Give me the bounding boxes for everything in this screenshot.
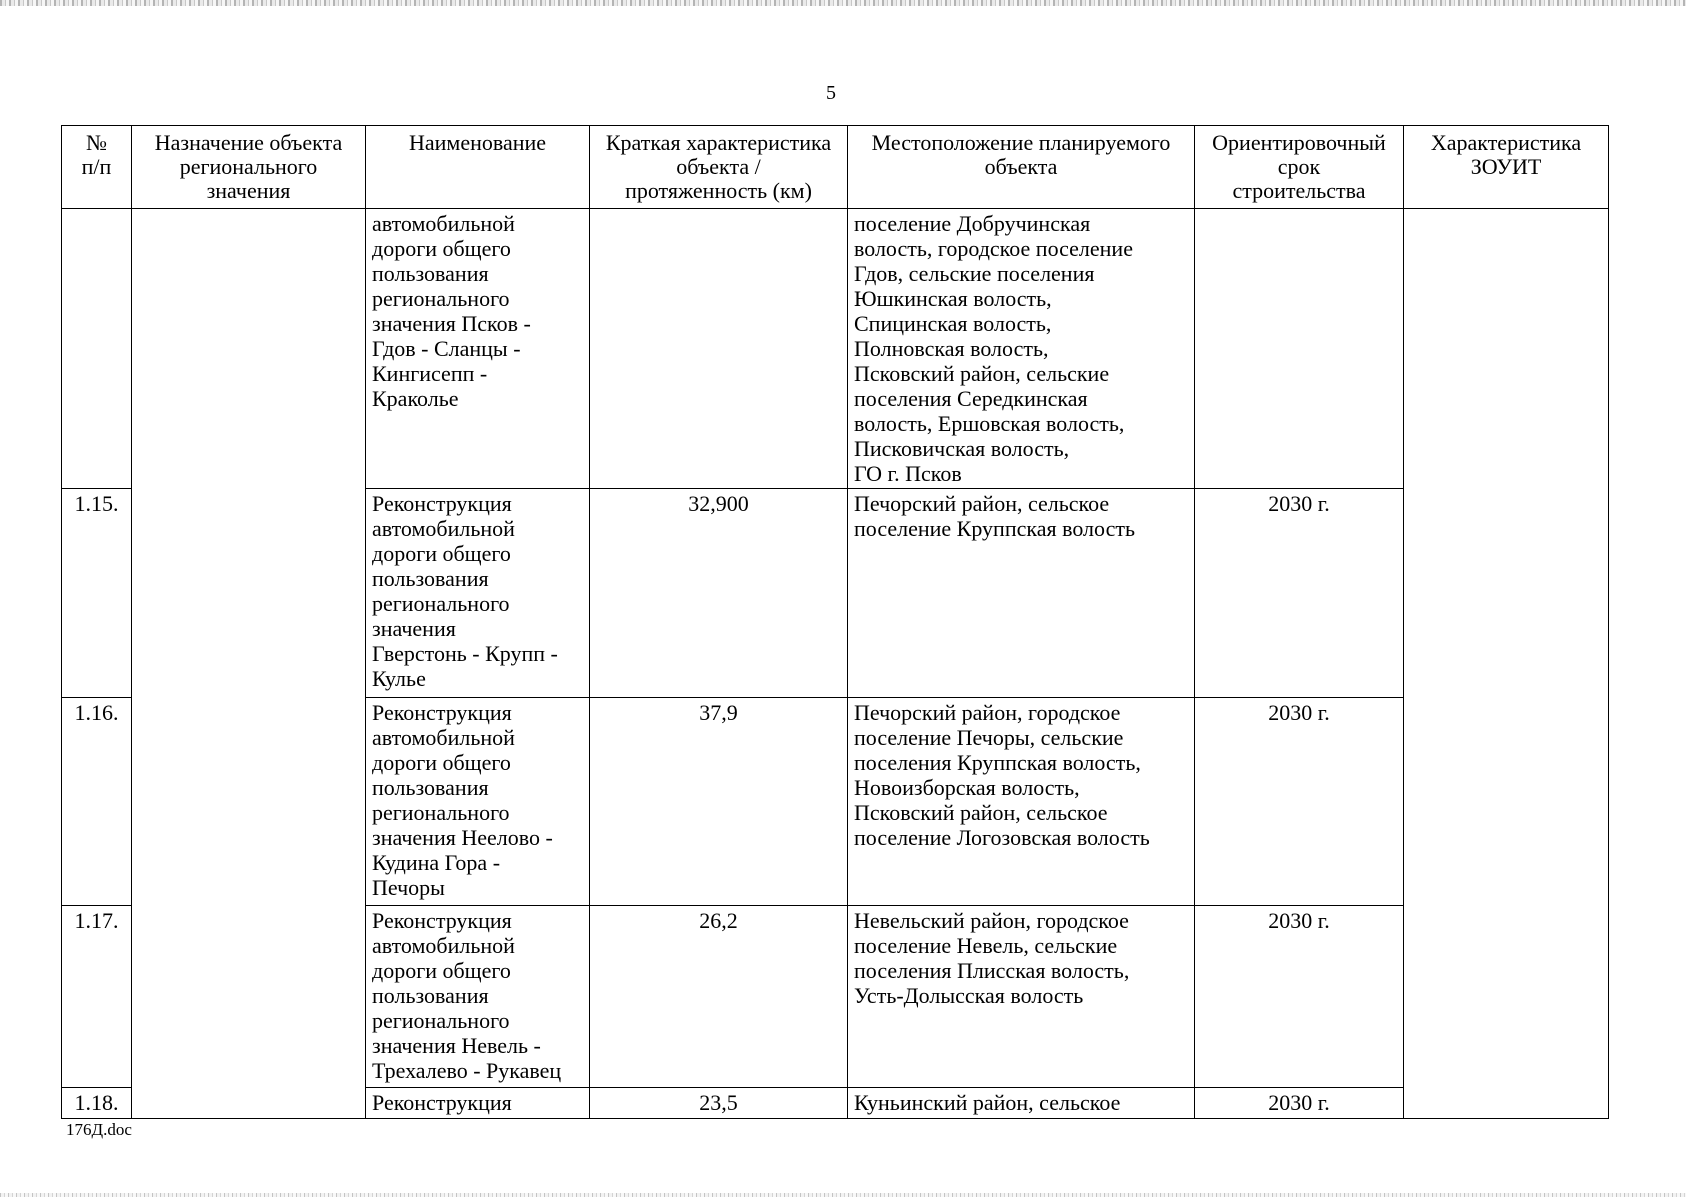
object-name: Реконструкция автомобильной дороги общего пользования регионального значения Неелово - Кудина Гора - Печоры [366,698,590,906]
object-location: поселение Добручинская волость, городское поселение Гдов, сельские поселения Юшкинская волость, Спицинская волость, Полновская волость, Псковский район, сельские поселения Середкинская волость, Ершовская волость, Писковичская волость, ГО г. Псков [848,209,1195,489]
purpose-cell [132,209,366,1119]
planning-table [61,125,1609,1119]
construction-term: 2030 г. [1195,489,1404,698]
zouit-cell [1404,209,1609,1119]
header-purpose: Назначение объекта регионального значения [132,126,366,209]
object-name: Реконструкция [366,1088,590,1119]
header-number: № п/п [62,126,132,209]
page-number: 5 [826,82,836,104]
footer-filename: 176Д.doc [66,1120,132,1139]
scan-edge-bottom [0,1193,1686,1197]
row-number: 1.16. [62,698,132,906]
object-location: Невельский район, городское поселение Невель, сельские поселения Плисская волость, Усть-Долысская волость [848,906,1195,1088]
header-location: Местоположение планируемого объекта [848,126,1195,209]
construction-term: 2030 г. [1195,1088,1404,1119]
header-name: Наименование [366,126,590,209]
object-length: 23,5 [590,1088,848,1119]
object-location: Куньинский район, сельское [848,1088,1195,1119]
row-number: 1.18. [62,1088,132,1119]
construction-term: 2030 г. [1195,698,1404,906]
object-name: Реконструкция автомобильной дороги общего пользования регионального значения Невель - Трехалево - Рукавец [366,906,590,1088]
row-number [62,209,132,489]
table-row [62,209,1609,489]
header-term: Ориентировочный срок строительства [1195,126,1404,209]
row-number: 1.15. [62,489,132,698]
object-length [590,209,848,489]
construction-term: 2030 г. [1195,906,1404,1088]
object-location: Печорский район, городское поселение Печоры, сельские поселения Круппская волость, Новоизборская волость, Псковский район, сельское поселение Логозовская волость [848,698,1195,906]
object-length: 26,2 [590,906,848,1088]
row-number: 1.17. [62,906,132,1088]
object-length: 37,9 [590,698,848,906]
object-length: 32,900 [590,489,848,698]
table-header-row [62,126,1609,209]
header-zouit: Характеристика ЗОУИТ [1404,126,1609,209]
scan-edge-top [0,0,1686,6]
object-location: Печорский район, сельское поселение Круппская волость [848,489,1195,698]
object-name: автомобильной дороги общего пользования регионального значения Псков - Гдов - Сланцы - Кингисепп - Краколье [366,209,590,489]
header-characteristic: Краткая характеристика объекта / протяженность (км) [590,126,848,209]
object-name: Реконструкция автомобильной дороги общего пользования регионального значения Гверстонь - Крупп - Кулье [366,489,590,698]
construction-term [1195,209,1404,489]
